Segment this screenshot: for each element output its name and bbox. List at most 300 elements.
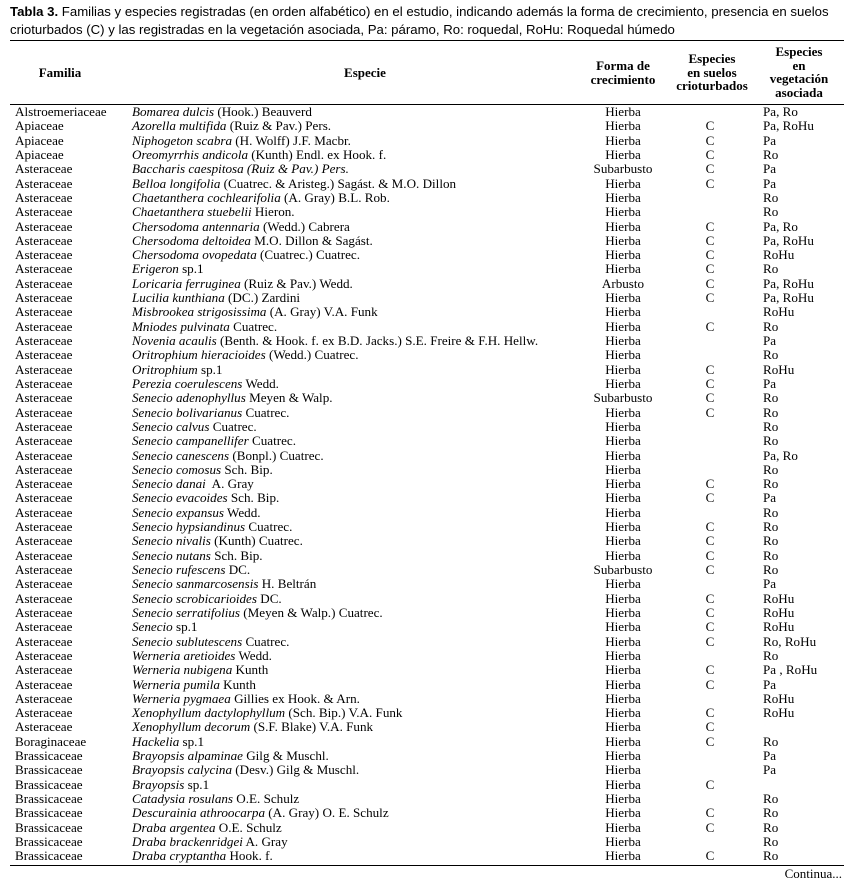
cell-especie [132,491,279,505]
cell-forma: Hierba [605,361,641,377]
cell-forma: Hierba [605,676,641,692]
cell-forma: Hierba [605,633,641,649]
species-name: Senecio expansus [132,504,224,520]
cell-familia: Asteraceae [15,304,73,320]
cell-vegetacion: Ro [763,819,779,835]
species-author: Cuatrec. [242,404,290,420]
cell-especie [132,534,303,548]
cell-familia: Apiaceae [15,118,64,134]
cell-especie [132,592,282,606]
species-name: Senecio nutans [132,547,211,563]
species-name: Senecio canescens [132,447,230,463]
cell-forma: Hierba [605,547,641,563]
table-row [0,663,850,677]
species-name: Oreomyrrhis andicola [132,146,249,162]
cell-forma: Hierba [605,805,641,821]
cell-especie [132,463,273,477]
cell-familia: Brassicaceae [15,805,83,821]
cell-familia: Asteraceae [15,390,73,406]
cell-familia: Asteraceae [15,533,73,549]
cell-familia: Brassicaceae [15,762,83,778]
cell-vegetacion: Ro [763,347,779,363]
species-author: O.E. Schulz [233,791,300,806]
cell-familia: Asteraceae [15,318,73,334]
cell-especie [132,348,358,362]
cell-especie [132,649,272,663]
table-row [0,334,850,348]
cell-crioturbado: C [705,375,715,391]
cell-crioturbado: C [705,118,715,134]
species-name: Senecio rufescens [132,562,226,577]
cell-vegetacion: Ro [763,476,779,492]
cell-crioturbado: C [705,719,715,735]
species-author: Sch. Bip. [221,461,273,477]
table-caption [10,3,844,39]
species-name: Werneria nubigena [132,662,233,678]
table-row [0,262,850,276]
cell-especie [132,635,289,649]
cell-especie [132,449,324,463]
cell-crioturbado: C [705,633,715,649]
cell-especie [132,291,300,305]
cell-vegetacion: Pa [763,333,777,348]
cell-vegetacion: Ro [763,318,779,334]
cell-crioturbado: C [705,232,715,248]
species-name: Werneria pygmaea [132,690,231,706]
species-name: Erigeron [132,261,179,277]
cell-familia: Asteraceae [15,476,73,492]
cell-especie [132,177,456,191]
table-row [0,406,850,420]
cell-especie [132,105,312,119]
table-row [0,821,850,835]
cell-vegetacion: Ro [763,547,779,563]
table-row [0,649,850,663]
cell-forma: Hierba [605,347,641,363]
species-author: Cuatrec. [229,318,278,334]
species-author: Wedd. [224,504,261,520]
cell-vegetacion: RoHu [763,604,795,620]
cell-familia: Asteraceae [15,519,73,535]
cell-especie [132,620,197,634]
cell-familia: Asteraceae [15,247,73,263]
cell-forma: Hierba [605,290,641,306]
species-author: (A. Gray) V.A. Funk [266,304,378,320]
cell-familia: Asteraceae [15,333,73,348]
table-row [0,778,850,792]
cell-crioturbado: C [705,604,715,620]
header-vegetacion: Especies en vegetación asociada [769,44,829,100]
cell-familia: Asteraceae [15,647,73,663]
cell-forma: Hierba [605,247,641,263]
cell-especie [132,277,353,291]
cell-vegetacion: Ro [763,833,779,849]
cell-forma: Hierba [605,476,641,492]
cell-familia: Brassicaceae [15,776,83,792]
cell-especie [132,506,261,520]
cell-familia: Brassicaceae [15,791,83,806]
cell-familia: Asteraceae [15,404,73,420]
species-name: Senecio sublutescens [132,633,243,649]
cell-familia: Asteraceae [15,347,73,363]
table-row [0,205,850,219]
species-author: Kunth [219,676,256,692]
cell-vegetacion: Pa, RoHu [763,232,814,248]
cell-especie [132,720,373,734]
cell-especie [132,220,350,234]
cell-vegetacion: Pa [763,132,777,148]
table-row [0,291,850,305]
cell-familia: Asteraceae [15,433,73,449]
cell-vegetacion: Pa, RoHu [763,290,814,306]
species-name: Chersodoma antennaria [132,218,260,234]
cell-forma: Hierba [605,218,641,234]
species-name: Draba brackenridgei [132,833,243,849]
table-row [0,763,850,777]
species-author: (A. Gray) O. E. Schulz [265,805,389,821]
cell-vegetacion: Ro [763,848,779,864]
species-author: Gillies ex Hook. & Arn. [230,690,360,706]
species-name: Brayopsis alpaminae [132,748,243,764]
cell-crioturbado: C [705,805,715,821]
table-row [0,563,850,577]
cell-especie [132,520,292,534]
table-row [0,491,850,505]
cell-crioturbado: C [705,161,715,177]
table-row [0,577,850,591]
species-author: Sch. Bip. [210,547,263,563]
cell-familia: Apiaceae [15,146,64,162]
cell-forma: Hierba [605,104,641,119]
species-name: Perezia coerulescens [132,375,243,391]
cell-vegetacion: Ro, RoHu [763,633,817,649]
table-row [0,835,850,849]
table-row [0,792,850,806]
cell-forma: Hierba [605,748,641,764]
cell-crioturbado: C [705,562,715,577]
species-name: Senecio bolivarianus [132,404,243,420]
table-row [0,162,850,176]
species-author: (Cuatrec.) Cuatrec. [256,247,360,263]
cell-forma: Hierba [605,232,641,248]
cell-especie [132,821,282,835]
cell-crioturbado: C [705,175,715,191]
cell-forma: Hierba [605,576,641,592]
cell-familia: Asteraceae [15,232,73,248]
table-row [0,391,850,405]
cell-familia: Asteraceae [15,662,73,678]
table-row [0,248,850,262]
cell-forma: Hierba [605,375,641,391]
cell-vegetacion: Ro [763,647,779,663]
cell-vegetacion: Ro [763,390,779,406]
species-name: Senecio campanellifer [132,433,249,449]
cell-familia: Asteraceae [15,690,73,706]
cell-forma: Hierba [605,719,641,735]
cell-especie [132,248,360,262]
cell-familia: Asteraceae [15,576,73,592]
species-name: Hackelia [132,733,180,749]
species-name: Chersodoma deltoidea [132,232,251,248]
table-row [0,363,850,377]
cell-crioturbado: C [705,848,715,864]
table-row [0,692,850,706]
cell-forma: Hierba [605,762,641,778]
cell-crioturbado: C [705,218,715,234]
species-name: Lucilia kunthiana [132,290,225,306]
species-author: (Wedd.) Cabrera [259,218,350,234]
cell-vegetacion: Ro [763,461,779,477]
cell-especie [132,577,316,591]
header-forma: Forma de crecimiento [590,58,656,87]
table-row [0,377,850,391]
cell-vegetacion: Ro [763,261,779,277]
cell-forma: Hierba [605,791,641,806]
cell-crioturbado: C [705,705,715,721]
cell-crioturbado: C [705,533,715,549]
cell-especie [132,549,263,563]
table-caption-text: Familias y especies registradas (en orden alfabético) en el estudio, indicando además la forma de crecimiento, presencia en suelos crioturbados (C) y las registradas en la vegetación asociada, Pa: páramo, Ro: roquedal, RoHu: Roquedal húmedo [10,4,829,37]
cell-especie [132,191,390,205]
cell-especie [132,334,538,348]
species-author: Cuatrec. [248,433,296,449]
cell-vegetacion: Pa , RoHu [763,662,818,678]
species-name: Chersodoma ovopedata [132,247,257,263]
species-author: (Benth. & Hook. f. ex B.D. Jacks.) S.E. Freire & F.H. Hellw. [216,333,539,348]
cell-familia: Asteraceae [15,705,73,721]
cell-vegetacion: Ro [763,791,779,806]
species-author: (Cuatrec. & Aristeg.) Sagást. & M.O. Dillon [220,175,457,191]
species-author: H. Beltrán [258,576,317,592]
cell-forma: Hierba [605,433,641,449]
cell-crioturbado: C [705,318,715,334]
species-author: A. Gray [205,476,254,492]
species-name: Senecio danai [132,476,206,492]
cell-vegetacion: Pa [763,490,777,506]
cell-especie [132,477,254,491]
table-row [0,134,850,148]
species-name: Novenia acaulis [132,333,217,348]
cell-especie [132,234,373,248]
table-body [0,105,850,864]
cell-forma: Hierba [605,404,641,420]
cell-familia: Asteraceae [15,204,73,220]
species-author: (Meyen & Walp.) Cuatrec. [240,604,383,620]
cell-vegetacion: Ro [763,533,779,549]
cell-forma: Hierba [605,175,641,191]
cell-familia: Brassicaceae [15,833,83,849]
table-row [0,420,850,434]
table-row [0,177,850,191]
cell-vegetacion: RoHu [763,247,795,263]
cell-forma: Hierba [605,333,641,348]
table-row [0,749,850,763]
cell-vegetacion: RoHu [763,619,795,635]
species-name: Senecio calvus [132,418,210,434]
species-name: Chaetanthera stuebelii [132,204,252,220]
table-row [0,191,850,205]
cell-forma: Hierba [605,504,641,520]
table-row [0,706,850,720]
cell-crioturbado: C [705,132,715,148]
table-row [0,105,850,119]
species-author: (Kunth) Endl. ex Hook. f. [248,146,387,162]
cell-especie [132,835,288,849]
cell-familia: Asteraceae [15,375,73,391]
species-author: (H. Wolff) J.F. Macbr. [232,132,351,148]
cell-vegetacion: RoHu [763,590,795,606]
species-name: Senecio hypsiandinus [132,519,246,535]
table-row [0,534,850,548]
cell-vegetacion: Pa, Ro [763,104,798,119]
cell-forma: Hierba [605,490,641,506]
cell-forma: Hierba [605,132,641,148]
species-author: M.O. Dillon & Sagást. [250,232,373,248]
species-author: (Bonpl.) Cuatrec. [229,447,324,463]
cell-familia: Asteraceae [15,447,73,463]
cell-crioturbado: C [705,619,715,635]
species-author: Wedd. [235,647,272,663]
species-author: Wedd. [242,375,279,391]
table-row [0,119,850,133]
species-author: Hieron. [251,204,295,220]
cell-crioturbado: C [705,247,715,263]
table-row [0,506,850,520]
table-row [0,305,850,319]
species-name: Senecio sanmarcosensis [132,576,259,592]
species-name: Mniodes pulvinata [132,318,230,334]
cell-forma: Hierba [605,604,641,620]
cell-familia: Asteraceae [15,676,73,692]
table-row [0,434,850,448]
cell-crioturbado: C [705,390,715,406]
species-name: Senecio nivalis [132,533,211,549]
cell-forma: Hierba [605,519,641,535]
cell-crioturbado: C [705,146,715,162]
cell-familia: Asteraceae [15,261,73,277]
cell-crioturbado: C [705,733,715,749]
table-row [0,635,850,649]
species-author: sp.1 [172,619,198,635]
cell-vegetacion: Pa, Ro [763,218,798,234]
cell-forma: Hierba [605,590,641,606]
species-author: Cuatrec. [245,519,293,535]
cell-vegetacion: Ro [763,433,779,449]
cell-familia: Apiaceae [15,132,64,148]
cell-vegetacion: Ro [763,204,779,220]
cell-especie [132,735,204,749]
table-top-rule [10,40,844,41]
species-author: (S.F. Blake) V.A. Funk [250,719,374,735]
cell-familia: Asteraceae [15,275,73,291]
species-author: Cuatrec. [209,418,257,434]
species-author: Hook. f. [226,848,273,864]
cell-especie [132,377,279,391]
cell-especie [132,305,378,319]
header-suelos: Especies en suelos crioturbados [676,51,748,93]
cell-crioturbado: C [705,404,715,420]
species-name: Misbrookea strigosissima [132,304,267,320]
cell-especie [132,806,389,820]
table-row [0,592,850,606]
table-row [0,148,850,162]
species-name: Chaetanthera cochlearifolia [132,189,281,205]
cell-especie [132,148,386,162]
cell-forma: Hierba [605,318,641,334]
cell-vegetacion: Ro [763,733,779,749]
cell-especie [132,606,383,620]
cell-especie [132,134,351,148]
cell-especie [132,749,329,763]
table-row [0,806,850,820]
cell-crioturbado: C [705,275,715,291]
species-author: sp.1 [197,361,223,377]
table-row [0,549,850,563]
cell-familia: Asteraceae [15,633,73,649]
species-author: (A. Gray) B.L. Rob. [280,189,390,205]
cell-crioturbado: C [705,662,715,678]
cell-vegetacion: Ro [763,504,779,520]
cell-forma: Hierba [605,461,641,477]
cell-forma: Arbusto [601,275,645,291]
cell-especie [132,763,359,777]
cell-forma: Subarbusto [593,390,653,406]
table-row [0,678,850,692]
cell-especie [132,320,277,334]
species-name: Senecio scrobicarioides [132,590,257,606]
cell-forma: Hierba [605,204,641,220]
species-name: Brayopsis calycina [132,762,232,778]
cell-vegetacion: Ro [763,519,779,535]
cell-especie [132,778,209,792]
cell-familia: Brassicaceae [15,819,83,835]
cell-crioturbado: C [705,519,715,535]
cell-crioturbado: C [705,776,715,792]
cell-familia: Asteraceae [15,490,73,506]
species-name: Werneria pumila [132,676,220,692]
cell-vegetacion: Pa [763,375,777,391]
cell-familia: Boraginaceae [15,733,87,749]
species-name: Loricaria ferruginea [132,275,241,291]
cell-familia: Asteraceae [15,218,73,234]
species-name: Oritrophium [132,361,198,377]
cell-forma: Hierba [605,619,641,635]
cell-forma: Hierba [605,418,641,434]
cell-familia: Asteraceae [15,290,73,306]
cell-familia: Asteraceae [15,189,73,205]
cell-forma: Hierba [605,647,641,663]
cell-vegetacion: Pa, Ro [763,447,798,463]
cell-familia: Asteraceae [15,619,73,635]
cell-forma: Hierba [605,833,641,849]
table-row [0,849,850,863]
cell-especie [132,692,360,706]
table-label: Tabla 3. [10,4,59,19]
cell-especie [132,663,268,677]
cell-forma: Hierba [605,118,641,134]
table-row [0,449,850,463]
cell-familia: Brassicaceae [15,748,83,764]
cell-vegetacion: Pa [763,762,777,778]
cell-especie [132,406,289,420]
cell-forma: Hierba [605,261,641,277]
cell-vegetacion: Ro [763,418,779,434]
species-author: Cuatrec. [242,633,290,649]
species-name: Bomarea dulcis [132,104,215,119]
species-author: Sch. Bip. [227,490,280,506]
cell-crioturbado: C [705,490,715,506]
cell-vegetacion: RoHu [763,361,795,377]
